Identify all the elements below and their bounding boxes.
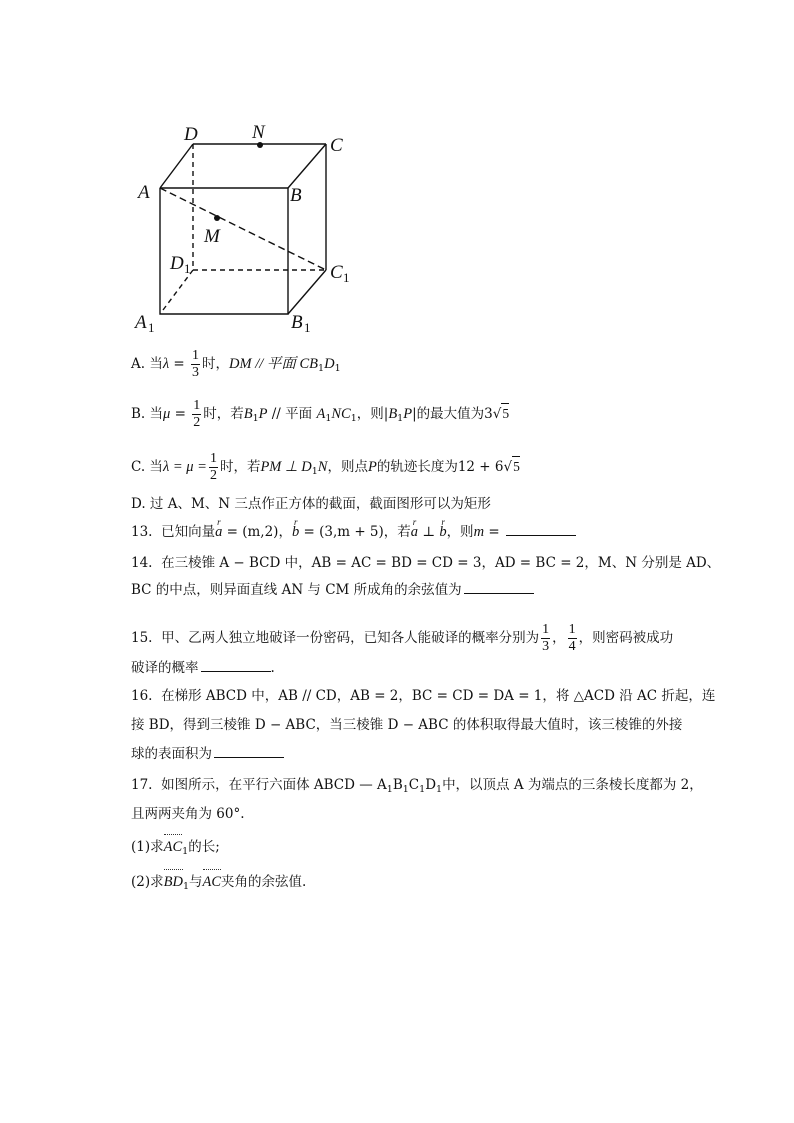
question-14-line1: 14. 在三棱锥 A − BCD 中，AB = AC = BD = CD = 3，AD = BC = 2，M、N 分别是 AD、	[131, 555, 721, 571]
label-B: B	[290, 185, 302, 206]
question-15-line2: 破译的概率 .	[131, 660, 275, 676]
svg-text:1: 1	[304, 320, 311, 335]
svg-text:1: 1	[343, 270, 350, 285]
label-M: M	[204, 226, 220, 247]
label-D: D	[184, 124, 198, 145]
point-M	[214, 215, 220, 221]
answer-blank[interactable]	[214, 745, 284, 758]
label-D1: D	[170, 253, 184, 274]
question-14-line2: BC 的中点，则异面直线 AN 与 CM 所成角的余弦值为	[131, 580, 534, 600]
question-16-line2: 接 BD，得到三棱锥 D − ABC，当三棱锥 D − ABC 的体积取得最大值时，该三棱锥的外接	[131, 717, 683, 733]
question-16-line1: 16. 在梯形 ABCD 中，AB // CD，AB = 2，BC = CD = DA = 1，将 △ACD 沿 AC 折起，连	[131, 688, 716, 704]
fraction: $\frac{1}{2}$	[193, 398, 201, 430]
cube-figure	[128, 118, 368, 336]
label-C1: C	[330, 262, 343, 283]
fraction: $\frac{1}{2}$	[209, 451, 217, 483]
label-A: A	[138, 182, 150, 203]
fraction: $\frac{1}{3}$	[192, 348, 200, 380]
option-d: D. 过 A、M、N 三点作正方体的截面，截面图形可以为矩形	[131, 496, 491, 512]
question-17-part2: (2)求$BD_1$与AC夹角的余弦值.	[131, 874, 307, 892]
question-17-part1: (1)求$AC_1$的长;	[131, 839, 220, 857]
question-17-line1: 17. 如图所示，在平行六面体 ABCD — $A_1B_1C_1D_1$中，以顶点 A 为端点的三条棱长度都为 2，	[131, 777, 703, 795]
label-A1: A	[135, 312, 147, 333]
front-face	[160, 188, 288, 314]
question-17-line2: 且两两夹角为 60°.	[131, 806, 245, 822]
fraction: $\frac{1}{3}$	[542, 622, 550, 654]
svg-text:1: 1	[148, 320, 155, 335]
label-C: C	[330, 135, 343, 156]
answer-blank[interactable]	[201, 659, 271, 672]
option-b: B. 当μ = $\frac{1}{2}$ 时，若$B_1P$ // 平面 $A_1NC_1$，则$|B_1P|$的最大值为3√5	[131, 398, 510, 430]
answer-blank[interactable]	[464, 581, 534, 594]
question-16-line3: 球的表面积为	[131, 744, 284, 764]
answer-blank[interactable]	[506, 523, 576, 536]
question-13: 13. 已知向量r a = (m,2)，r b = (3,m + 5)，若r a ⊥ r b，则m =	[131, 522, 576, 542]
label-B1: B	[291, 312, 303, 333]
label-N: N	[252, 122, 265, 143]
fraction: $\frac{1}{4}$	[568, 622, 576, 654]
svg-text:1: 1	[184, 261, 191, 276]
question-15-line1: 15. 甲、乙两人独立地破译一份密码，已知各人能破译的概率分别为 $\frac{1}{3}$ ， $\frac{1}{4}$ ，则密码被成功	[131, 622, 674, 654]
option-c: C. 当λ = μ = $\frac{1}{2}$ 时，若PM ⊥ $D_1N$，则点P的轨迹长度为12 + 6√5	[131, 451, 520, 483]
option-a: A. 当λ = $\frac{1}{3}$ 时，DM // 平面 $CB_1D_1$	[131, 348, 341, 380]
